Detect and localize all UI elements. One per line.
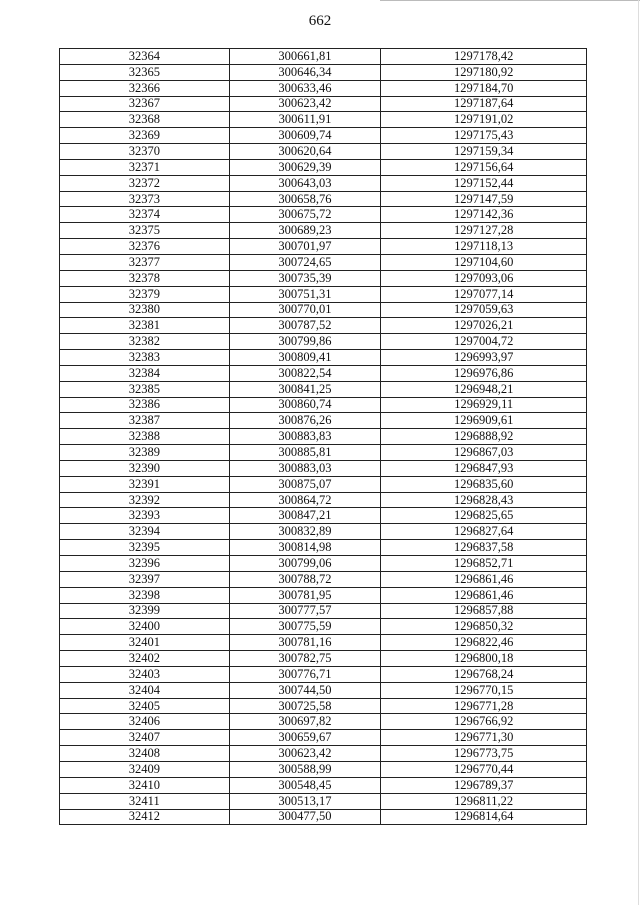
y-coordinate-cell: 1296929,11 bbox=[381, 397, 587, 413]
table-row bbox=[60, 587, 587, 603]
x-coordinate-cell: 300883,03 bbox=[229, 460, 381, 476]
scan-artifact bbox=[380, 0, 640, 1]
table-row bbox=[60, 254, 587, 270]
x-coordinate-cell: 300477,50 bbox=[229, 809, 381, 825]
point-number-cell: 32393 bbox=[60, 508, 230, 524]
y-coordinate-cell: 1297118,13 bbox=[381, 239, 587, 255]
x-coordinate-cell: 300735,39 bbox=[229, 270, 381, 286]
x-coordinate-cell: 300782,75 bbox=[229, 651, 381, 667]
point-number-cell: 32386 bbox=[60, 397, 230, 413]
y-coordinate-cell: 1296800,18 bbox=[381, 651, 587, 667]
x-coordinate-cell: 300781,16 bbox=[229, 635, 381, 651]
point-number-cell: 32408 bbox=[60, 746, 230, 762]
y-coordinate-cell: 1297059,63 bbox=[381, 302, 587, 318]
coordinates-table-body bbox=[60, 49, 587, 825]
point-number-cell: 32374 bbox=[60, 207, 230, 223]
table-row bbox=[60, 302, 587, 318]
x-coordinate-cell: 300623,42 bbox=[229, 96, 381, 112]
table-row bbox=[60, 80, 587, 96]
x-coordinate-cell: 300883,83 bbox=[229, 429, 381, 445]
table-row bbox=[60, 682, 587, 698]
point-number-cell: 32402 bbox=[60, 651, 230, 667]
x-coordinate-cell: 300781,95 bbox=[229, 587, 381, 603]
table-row bbox=[60, 270, 587, 286]
x-coordinate-cell: 300689,23 bbox=[229, 223, 381, 239]
point-number-cell: 32410 bbox=[60, 777, 230, 793]
x-coordinate-cell: 300876,26 bbox=[229, 413, 381, 429]
x-coordinate-cell: 300633,46 bbox=[229, 80, 381, 96]
x-coordinate-cell: 300609,74 bbox=[229, 128, 381, 144]
table-row bbox=[60, 286, 587, 302]
y-coordinate-cell: 1296768,24 bbox=[381, 666, 587, 682]
point-number-cell: 32368 bbox=[60, 112, 230, 128]
point-number-cell: 32404 bbox=[60, 682, 230, 698]
y-coordinate-cell: 1297191,02 bbox=[381, 112, 587, 128]
y-coordinate-cell: 1297187,64 bbox=[381, 96, 587, 112]
point-number-cell: 32399 bbox=[60, 603, 230, 619]
point-number-cell: 32400 bbox=[60, 619, 230, 635]
x-coordinate-cell: 300822,54 bbox=[229, 365, 381, 381]
x-coordinate-cell: 300548,45 bbox=[229, 777, 381, 793]
y-coordinate-cell: 1296789,37 bbox=[381, 777, 587, 793]
y-coordinate-cell: 1297077,14 bbox=[381, 286, 587, 302]
x-coordinate-cell: 300799,06 bbox=[229, 556, 381, 572]
table-row bbox=[60, 64, 587, 80]
table-row bbox=[60, 413, 587, 429]
table-row bbox=[60, 492, 587, 508]
x-coordinate-cell: 300697,82 bbox=[229, 714, 381, 730]
table-row bbox=[60, 603, 587, 619]
y-coordinate-cell: 1296888,92 bbox=[381, 429, 587, 445]
table-row bbox=[60, 508, 587, 524]
y-coordinate-cell: 1296852,71 bbox=[381, 556, 587, 572]
table-row bbox=[60, 460, 587, 476]
y-coordinate-cell: 1296814,64 bbox=[381, 809, 587, 825]
point-number-cell: 32367 bbox=[60, 96, 230, 112]
point-number-cell: 32403 bbox=[60, 666, 230, 682]
x-coordinate-cell: 300776,71 bbox=[229, 666, 381, 682]
point-number-cell: 32406 bbox=[60, 714, 230, 730]
x-coordinate-cell: 300787,52 bbox=[229, 318, 381, 334]
table-row bbox=[60, 175, 587, 191]
x-coordinate-cell: 300744,50 bbox=[229, 682, 381, 698]
x-coordinate-cell: 300620,64 bbox=[229, 144, 381, 160]
y-coordinate-cell: 1297026,21 bbox=[381, 318, 587, 334]
y-coordinate-cell: 1296827,64 bbox=[381, 524, 587, 540]
point-number-cell: 32375 bbox=[60, 223, 230, 239]
x-coordinate-cell: 300659,67 bbox=[229, 730, 381, 746]
point-number-cell: 32397 bbox=[60, 571, 230, 587]
point-number-cell: 32366 bbox=[60, 80, 230, 96]
x-coordinate-cell: 300832,89 bbox=[229, 524, 381, 540]
point-number-cell: 32407 bbox=[60, 730, 230, 746]
point-number-cell: 32376 bbox=[60, 239, 230, 255]
y-coordinate-cell: 1296770,44 bbox=[381, 761, 587, 777]
y-coordinate-cell: 1296861,46 bbox=[381, 587, 587, 603]
point-number-cell: 32382 bbox=[60, 334, 230, 350]
table-row bbox=[60, 698, 587, 714]
y-coordinate-cell: 1296847,93 bbox=[381, 460, 587, 476]
table-row bbox=[60, 793, 587, 809]
point-number-cell: 32370 bbox=[60, 144, 230, 160]
point-number-cell: 32385 bbox=[60, 381, 230, 397]
table-row bbox=[60, 730, 587, 746]
y-coordinate-cell: 1296771,28 bbox=[381, 698, 587, 714]
table-row bbox=[60, 191, 587, 207]
table-row bbox=[60, 651, 587, 667]
table-row bbox=[60, 112, 587, 128]
y-coordinate-cell: 1296770,15 bbox=[381, 682, 587, 698]
table-row bbox=[60, 429, 587, 445]
table-row bbox=[60, 524, 587, 540]
table-row bbox=[60, 381, 587, 397]
y-coordinate-cell: 1297147,59 bbox=[381, 191, 587, 207]
y-coordinate-cell: 1296976,86 bbox=[381, 365, 587, 381]
point-number-cell: 32396 bbox=[60, 556, 230, 572]
table-row bbox=[60, 334, 587, 350]
x-coordinate-cell: 300799,86 bbox=[229, 334, 381, 350]
y-coordinate-cell: 1296766,92 bbox=[381, 714, 587, 730]
table-row bbox=[60, 761, 587, 777]
table-row bbox=[60, 666, 587, 682]
x-coordinate-cell: 300623,42 bbox=[229, 746, 381, 762]
coordinates-table bbox=[59, 48, 587, 825]
table-row bbox=[60, 445, 587, 461]
point-number-cell: 32388 bbox=[60, 429, 230, 445]
point-number-cell: 32384 bbox=[60, 365, 230, 381]
y-coordinate-cell: 1297127,28 bbox=[381, 223, 587, 239]
table-row bbox=[60, 777, 587, 793]
point-number-cell: 32379 bbox=[60, 286, 230, 302]
scan-artifact bbox=[638, 0, 639, 905]
point-number-cell: 32390 bbox=[60, 460, 230, 476]
y-coordinate-cell: 1296773,75 bbox=[381, 746, 587, 762]
y-coordinate-cell: 1297104,60 bbox=[381, 254, 587, 270]
x-coordinate-cell: 300751,31 bbox=[229, 286, 381, 302]
table-row bbox=[60, 223, 587, 239]
table-row bbox=[60, 318, 587, 334]
x-coordinate-cell: 300788,72 bbox=[229, 571, 381, 587]
y-coordinate-cell: 1296850,32 bbox=[381, 619, 587, 635]
table-row bbox=[60, 746, 587, 762]
y-coordinate-cell: 1297142,36 bbox=[381, 207, 587, 223]
x-coordinate-cell: 300775,59 bbox=[229, 619, 381, 635]
y-coordinate-cell: 1297184,70 bbox=[381, 80, 587, 96]
y-coordinate-cell: 1296837,58 bbox=[381, 540, 587, 556]
point-number-cell: 32380 bbox=[60, 302, 230, 318]
x-coordinate-cell: 300847,21 bbox=[229, 508, 381, 524]
point-number-cell: 32409 bbox=[60, 761, 230, 777]
x-coordinate-cell: 300611,91 bbox=[229, 112, 381, 128]
y-coordinate-cell: 1296867,03 bbox=[381, 445, 587, 461]
x-coordinate-cell: 300701,97 bbox=[229, 239, 381, 255]
y-coordinate-cell: 1296861,46 bbox=[381, 571, 587, 587]
x-coordinate-cell: 300629,39 bbox=[229, 159, 381, 175]
point-number-cell: 32387 bbox=[60, 413, 230, 429]
table-row bbox=[60, 556, 587, 572]
y-coordinate-cell: 1297093,06 bbox=[381, 270, 587, 286]
point-number-cell: 32411 bbox=[60, 793, 230, 809]
y-coordinate-cell: 1296909,61 bbox=[381, 413, 587, 429]
table-row bbox=[60, 571, 587, 587]
point-number-cell: 32378 bbox=[60, 270, 230, 286]
y-coordinate-cell: 1297175,43 bbox=[381, 128, 587, 144]
point-number-cell: 32365 bbox=[60, 64, 230, 80]
table-row bbox=[60, 714, 587, 730]
x-coordinate-cell: 300875,07 bbox=[229, 476, 381, 492]
point-number-cell: 32373 bbox=[60, 191, 230, 207]
point-number-cell: 32372 bbox=[60, 175, 230, 191]
x-coordinate-cell: 300658,76 bbox=[229, 191, 381, 207]
x-coordinate-cell: 300809,41 bbox=[229, 350, 381, 366]
table-row bbox=[60, 49, 587, 65]
y-coordinate-cell: 1297180,92 bbox=[381, 64, 587, 80]
y-coordinate-cell: 1297156,64 bbox=[381, 159, 587, 175]
x-coordinate-cell: 300513,17 bbox=[229, 793, 381, 809]
point-number-cell: 32377 bbox=[60, 254, 230, 270]
y-coordinate-cell: 1296828,43 bbox=[381, 492, 587, 508]
table-row bbox=[60, 365, 587, 381]
point-number-cell: 32364 bbox=[60, 49, 230, 65]
x-coordinate-cell: 300643,03 bbox=[229, 175, 381, 191]
y-coordinate-cell: 1297178,42 bbox=[381, 49, 587, 65]
x-coordinate-cell: 300675,72 bbox=[229, 207, 381, 223]
x-coordinate-cell: 300885,81 bbox=[229, 445, 381, 461]
y-coordinate-cell: 1296857,88 bbox=[381, 603, 587, 619]
point-number-cell: 32391 bbox=[60, 476, 230, 492]
table-row bbox=[60, 207, 587, 223]
x-coordinate-cell: 300864,72 bbox=[229, 492, 381, 508]
y-coordinate-cell: 1297159,34 bbox=[381, 144, 587, 160]
point-number-cell: 32371 bbox=[60, 159, 230, 175]
y-coordinate-cell: 1296811,22 bbox=[381, 793, 587, 809]
point-number-cell: 32383 bbox=[60, 350, 230, 366]
point-number-cell: 32392 bbox=[60, 492, 230, 508]
table-row bbox=[60, 540, 587, 556]
point-number-cell: 32394 bbox=[60, 524, 230, 540]
x-coordinate-cell: 300770,01 bbox=[229, 302, 381, 318]
y-coordinate-cell: 1297152,44 bbox=[381, 175, 587, 191]
point-number-cell: 32369 bbox=[60, 128, 230, 144]
y-coordinate-cell: 1296822,46 bbox=[381, 635, 587, 651]
y-coordinate-cell: 1296948,21 bbox=[381, 381, 587, 397]
table-row bbox=[60, 128, 587, 144]
point-number-cell: 32412 bbox=[60, 809, 230, 825]
page-number: 662 bbox=[308, 13, 332, 29]
y-coordinate-cell: 1297004,72 bbox=[381, 334, 587, 350]
x-coordinate-cell: 300860,74 bbox=[229, 397, 381, 413]
table-row bbox=[60, 476, 587, 492]
y-coordinate-cell: 1296993,97 bbox=[381, 350, 587, 366]
table-row bbox=[60, 96, 587, 112]
x-coordinate-cell: 300646,34 bbox=[229, 64, 381, 80]
point-number-cell: 32398 bbox=[60, 587, 230, 603]
x-coordinate-cell: 300724,65 bbox=[229, 254, 381, 270]
table-row bbox=[60, 619, 587, 635]
x-coordinate-cell: 300725,58 bbox=[229, 698, 381, 714]
point-number-cell: 32381 bbox=[60, 318, 230, 334]
point-number-cell: 32395 bbox=[60, 540, 230, 556]
x-coordinate-cell: 300777,57 bbox=[229, 603, 381, 619]
table-row bbox=[60, 144, 587, 160]
point-number-cell: 32401 bbox=[60, 635, 230, 651]
y-coordinate-cell: 1296835,60 bbox=[381, 476, 587, 492]
table-row bbox=[60, 809, 587, 825]
y-coordinate-cell: 1296825,65 bbox=[381, 508, 587, 524]
x-coordinate-cell: 300814,98 bbox=[229, 540, 381, 556]
table-row bbox=[60, 397, 587, 413]
x-coordinate-cell: 300661,81 bbox=[229, 49, 381, 65]
x-coordinate-cell: 300588,99 bbox=[229, 761, 381, 777]
x-coordinate-cell: 300841,25 bbox=[229, 381, 381, 397]
table-row bbox=[60, 635, 587, 651]
table-row bbox=[60, 350, 587, 366]
y-coordinate-cell: 1296771,30 bbox=[381, 730, 587, 746]
point-number-cell: 32389 bbox=[60, 445, 230, 461]
point-number-cell: 32405 bbox=[60, 698, 230, 714]
table-row bbox=[60, 159, 587, 175]
table-row bbox=[60, 239, 587, 255]
